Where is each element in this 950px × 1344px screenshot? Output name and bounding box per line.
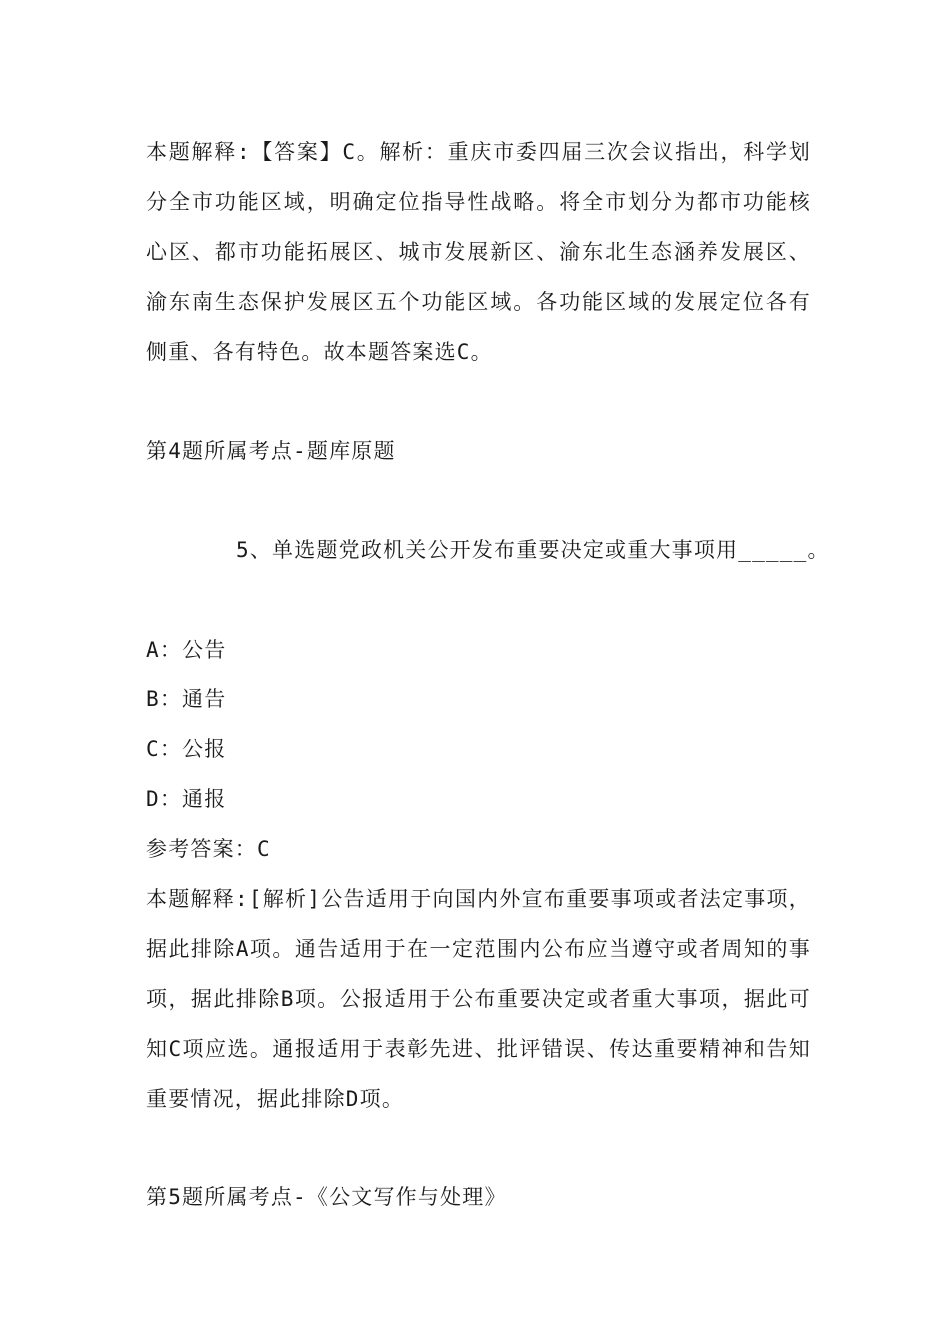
- q5-answer: 参考答案：C: [146, 837, 271, 861]
- q4-topic: 第4题所属考点-题库原题: [146, 439, 396, 463]
- q5-option-d: D：通报: [146, 787, 227, 811]
- q5-option-a: A：公告: [146, 638, 227, 662]
- q5-stem: 5、单选题党政机关公开发布重要决定或重大事项用_____。: [236, 538, 830, 562]
- q5-option-b: B：通告: [146, 687, 227, 711]
- q4-explanation: 本题解释:【答案】C。解析：重庆市委四届三次会议指出，科学划分全市功能区域，明确定位指导性战略。将全市划分为都市功能核心区、都市功能拓展区、城市发展新区、渝东北生态涵养发展区、渝东南生态保护发展区五个功能区域。各功能区域的发展定位各有侧重、各有特色。故本题答案选C。: [146, 140, 811, 364]
- q5-topic: 第5题所属考点-《公文写作与处理》: [146, 1185, 507, 1209]
- q5-option-c: C：公报: [146, 737, 227, 761]
- q5-explanation: 本题解释:[解析]公告适用于向国内外宣布重要事项或者法定事项，据此排除A项。通告适用于在一定范围内公布应当遵守或者周知的事项，据此排除B项。公报适用于公布重要决定或者重大事项，据此可知C项应选。通报适用于表彰先进、批评错误、传达重要精神和告知重要情况，据此排除D项。: [146, 887, 811, 1111]
